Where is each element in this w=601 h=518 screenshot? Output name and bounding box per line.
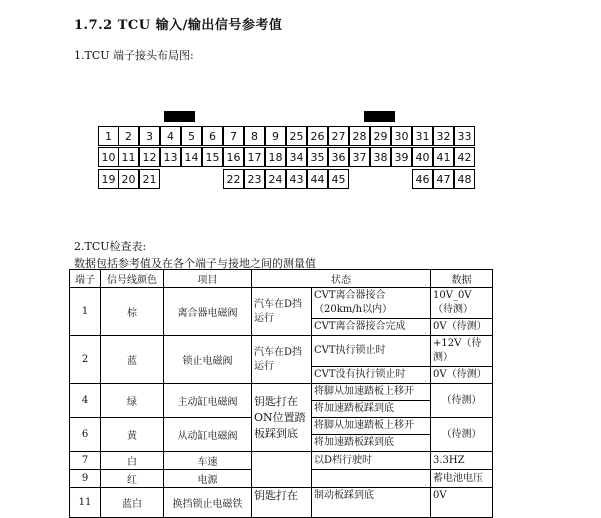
condition-cell: 制动板踩到底	[312, 488, 431, 518]
connector-pin: 30	[391, 126, 412, 146]
table-row	[70, 452, 493, 470]
data-cell: 3.3HZ	[431, 452, 493, 470]
header-state: 状态	[252, 270, 431, 288]
connector-pin: 18	[265, 147, 286, 167]
connector-pin: 41	[433, 147, 454, 167]
connector-pin: 16	[223, 147, 244, 167]
inspection-table	[69, 269, 493, 518]
connector-pin: 22	[223, 169, 244, 189]
connector-key-right	[364, 111, 395, 122]
connector-pin: 40	[412, 147, 433, 167]
connector-pin: 47	[433, 169, 454, 189]
condition-cell: 以D档行驶时	[312, 452, 431, 470]
data-cell: 0V（待测）	[431, 319, 493, 336]
condition-cell: 将脚从加速踏板上移开	[312, 418, 431, 435]
table-row	[70, 288, 493, 319]
connector-pin: 10	[98, 147, 119, 167]
color-cell: 白	[101, 452, 164, 470]
connector-pin: 25	[286, 126, 307, 146]
connector-pin: 9	[265, 126, 286, 146]
data-cell: +12V（待测）	[431, 336, 493, 367]
color-cell: 红	[101, 470, 164, 488]
terminal-cell: 6	[70, 418, 101, 452]
header-color: 信号线颜色	[101, 270, 164, 288]
table-header-row	[70, 270, 493, 288]
connector-pin: 27	[328, 126, 349, 146]
data-cell: （待测）	[431, 418, 493, 452]
connector-pin: 35	[307, 147, 328, 167]
data-cell: （待测）	[431, 384, 493, 418]
connector-pin: 38	[370, 147, 391, 167]
merged-state-cell: 钥匙打在ON位置踏板踩到底	[252, 384, 312, 452]
connector-layout-title: 1.TCU 端子接头布局图:	[74, 49, 194, 62]
connector-pin: 31	[412, 126, 433, 146]
connector-pin: 34	[286, 147, 307, 167]
connector-pin: 17	[244, 147, 265, 167]
condition-cell: 将脚从加速踏板上移开	[312, 384, 431, 401]
condition-cell: 将加速踏板踩到底	[312, 401, 431, 418]
item-cell: 从动缸电磁阀	[164, 418, 252, 452]
item-cell: 主动缸电磁阀	[164, 384, 252, 418]
connector-pin: 43	[286, 169, 307, 189]
connector-key-left	[164, 111, 195, 122]
connector-pin: 28	[349, 126, 370, 146]
connector-pin: 4	[160, 126, 181, 146]
data-cell: 0V（待测）	[431, 367, 493, 384]
condition-cell: CVT执行锁止时	[312, 336, 431, 367]
item-cell: 电源	[164, 470, 252, 488]
color-cell: 棕	[101, 288, 164, 336]
color-cell: 黄	[101, 418, 164, 452]
item-cell: 离合器电磁阀	[164, 288, 252, 336]
connector-pin: 7	[223, 126, 244, 146]
terminal-cell: 9	[70, 470, 101, 488]
connector-pin: 48	[454, 169, 475, 189]
data-cell: 0V	[431, 488, 493, 518]
connector-pin: 23	[244, 169, 265, 189]
connector-pin: 5	[181, 126, 202, 146]
connector-pin: 36	[328, 147, 349, 167]
table-row	[70, 470, 493, 488]
check-table-note: 数据包括参考值及在各个端子与接地之间的测量值	[74, 257, 316, 270]
color-cell: 蓝白	[101, 488, 164, 518]
condition-cell: CVT没有执行锁止时	[312, 367, 431, 384]
table-row	[70, 384, 493, 401]
header-terminal: 端子	[70, 270, 101, 288]
data-cell: 蓄电池电压	[431, 470, 493, 488]
connector-pin: 13	[160, 147, 181, 167]
connector-pin: 8	[244, 126, 265, 146]
connector-pin: 29	[370, 126, 391, 146]
check-table-title: 2.TCU检查表:	[74, 240, 147, 253]
table-row	[70, 336, 493, 367]
connector-pin: 3	[139, 126, 160, 146]
connector-pin: 33	[454, 126, 475, 146]
connector-pin: 37	[349, 147, 370, 167]
connector-pin: 21	[139, 169, 160, 189]
connector-pin: 39	[391, 147, 412, 167]
color-cell: 绿	[101, 384, 164, 418]
terminal-cell: 11	[70, 488, 101, 518]
connector-pin: 42	[454, 147, 475, 167]
header-data: 数据	[431, 270, 493, 288]
connector-pin: 1	[98, 126, 119, 146]
state-cell: 汽车在D挡运行	[252, 288, 312, 336]
state-cell: 钥匙打在	[252, 488, 312, 518]
color-cell: 蓝	[101, 336, 164, 384]
table-row	[70, 488, 493, 518]
connector-pin: 11	[118, 147, 139, 167]
connector-pin: 6	[202, 126, 223, 146]
data-cell: 10V_0V（待测）	[431, 288, 493, 319]
state-cell: 汽车在D挡运行	[252, 336, 312, 384]
item-cell: 锁止电磁阀	[164, 336, 252, 384]
connector-pin: 20	[118, 169, 139, 189]
connector-pin: 14	[181, 147, 202, 167]
item-cell: 换挡锁止电磁铁	[164, 488, 252, 518]
connector-pin: 12	[139, 147, 160, 167]
connector-pin: 2	[118, 126, 139, 146]
section-heading: 1.7.2 TCU 输入/输出信号参考值	[74, 18, 283, 33]
connector-pin: 24	[265, 169, 286, 189]
connector-pin: 44	[307, 169, 328, 189]
condition-cell: CVT离合器接合（20km/h以内）	[312, 288, 431, 319]
condition-cell: 将加速踏板踩到底	[312, 435, 431, 452]
terminal-cell: 1	[70, 288, 101, 336]
state-cell-empty	[252, 452, 312, 470]
terminal-cell: 7	[70, 452, 101, 470]
state-cell-empty	[252, 470, 312, 488]
header-item: 项目	[164, 270, 252, 288]
connector-pin: 46	[412, 169, 433, 189]
connector-pin: 19	[98, 169, 119, 189]
terminal-cell: 2	[70, 336, 101, 384]
item-cell: 车速	[164, 452, 252, 470]
connector-pin: 32	[433, 126, 454, 146]
connector-pin: 45	[328, 169, 349, 189]
condition-cell	[312, 470, 431, 488]
connector-pin: 15	[202, 147, 223, 167]
connector-pin: 26	[307, 126, 328, 146]
terminal-cell: 4	[70, 384, 101, 418]
condition-cell: CVT离合器接合完成	[312, 319, 431, 336]
